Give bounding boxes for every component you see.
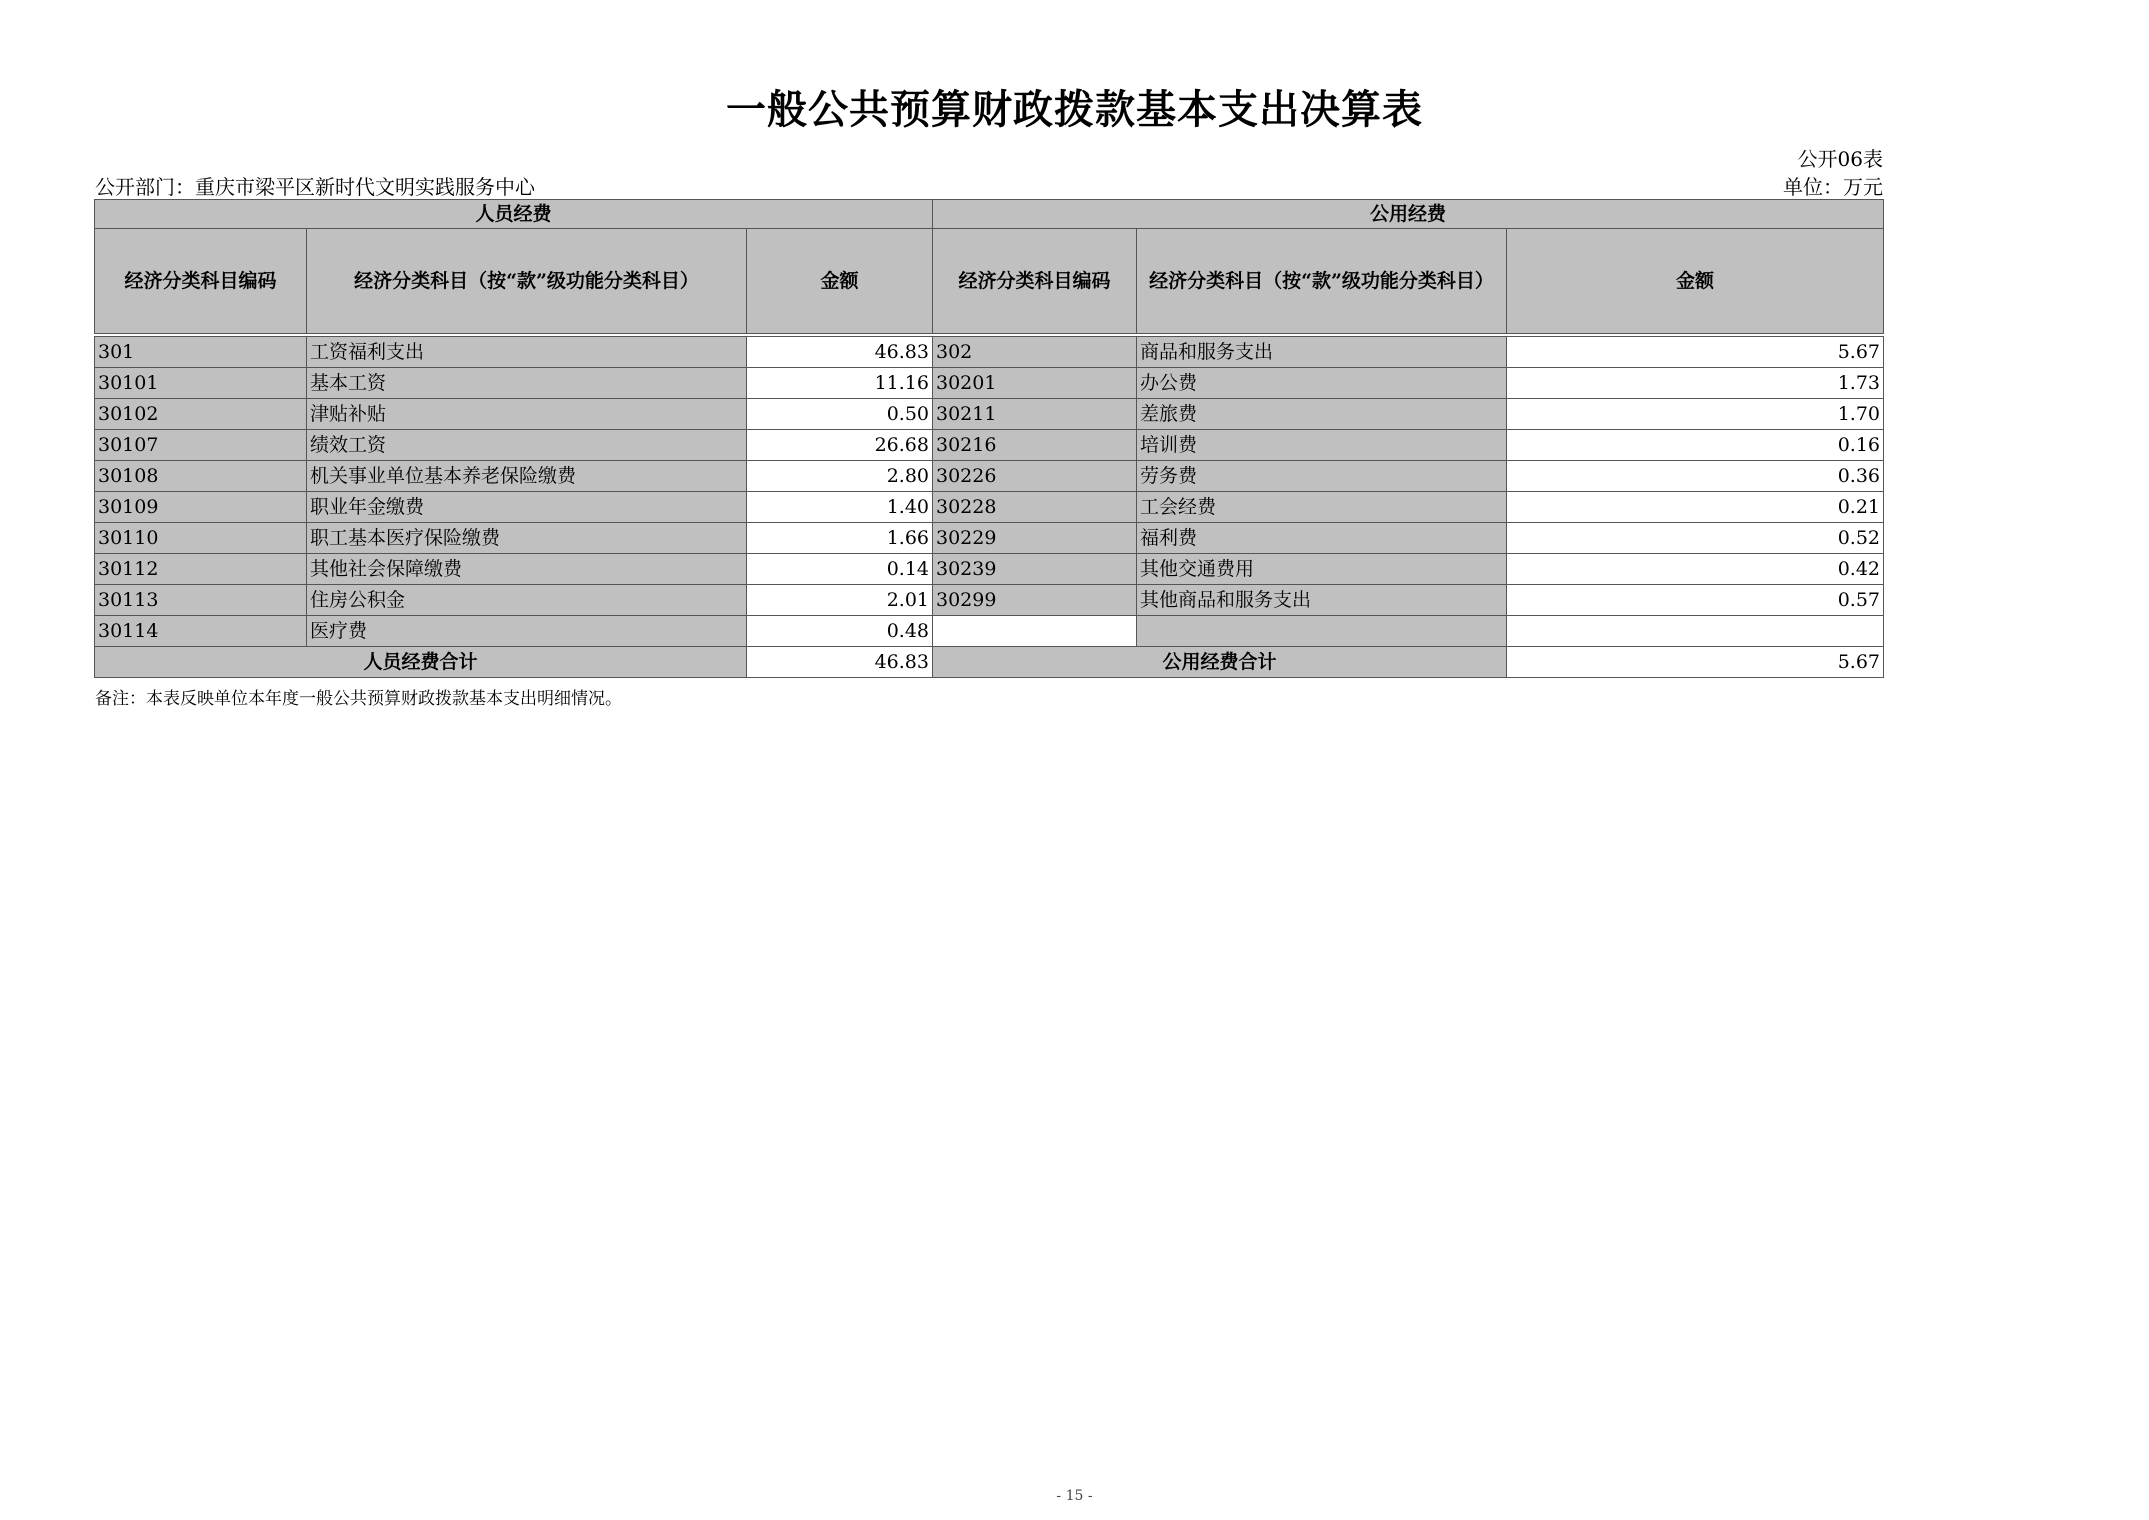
public-code-cell: 30201	[933, 368, 1137, 399]
table-row	[95, 616, 1884, 647]
group-header-public: 公用经费	[933, 200, 1884, 229]
table-row	[95, 337, 1884, 368]
public-amount-cell: 0.21	[1507, 492, 1884, 523]
public-amount-cell: 0.42	[1507, 554, 1884, 585]
personnel-amount-cell: 46.83	[747, 337, 933, 368]
public-name-cell: 其他交通费用	[1137, 554, 1507, 585]
personnel-code-cell: 30113	[95, 585, 307, 616]
personnel-name-cell: 绩效工资	[307, 430, 747, 461]
personnel-total-label: 人员经费合计	[95, 647, 747, 678]
table-row	[95, 430, 1884, 461]
personnel-code-cell: 30102	[95, 399, 307, 430]
public-total-amount: 5.67	[1507, 647, 1884, 678]
public-code-cell: 30229	[933, 523, 1137, 554]
personnel-name-cell: 职工基本医疗保险缴费	[307, 523, 747, 554]
personnel-code-cell: 30109	[95, 492, 307, 523]
department-label: 公开部门：重庆市梁平区新时代文明实践服务中心	[95, 175, 535, 199]
public-code-cell: 30216	[933, 430, 1137, 461]
personnel-amount-cell: 2.01	[747, 585, 933, 616]
personnel-code-cell: 30112	[95, 554, 307, 585]
personnel-name-cell: 机关事业单位基本养老保险缴费	[307, 461, 747, 492]
personnel-amount-cell: 2.80	[747, 461, 933, 492]
totals-row	[95, 647, 1884, 678]
public-code-cell	[933, 616, 1137, 647]
public-name-cell: 培训费	[1137, 430, 1507, 461]
table-row	[95, 399, 1884, 430]
personnel-name-cell: 医疗费	[307, 616, 747, 647]
personnel-amount-cell: 26.68	[747, 430, 933, 461]
personnel-amount-cell: 11.16	[747, 368, 933, 399]
expenditure-table	[94, 199, 1884, 678]
personnel-name-cell: 津贴补贴	[307, 399, 747, 430]
personnel-amount-cell: 0.50	[747, 399, 933, 430]
public-amount-cell	[1507, 616, 1884, 647]
public-code-cell: 30226	[933, 461, 1137, 492]
table-row	[95, 368, 1884, 399]
public-amount-cell: 0.16	[1507, 430, 1884, 461]
personnel-name-cell: 工资福利支出	[307, 337, 747, 368]
public-code-cell: 30239	[933, 554, 1137, 585]
personnel-total-amount: 46.83	[747, 647, 933, 678]
public-amount-cell: 0.36	[1507, 461, 1884, 492]
public-amount-cell: 1.73	[1507, 368, 1884, 399]
column-header-code: 经济分类科目编码	[933, 229, 1137, 334]
public-code-cell: 302	[933, 337, 1137, 368]
public-name-cell: 办公费	[1137, 368, 1507, 399]
table-row	[95, 554, 1884, 585]
page-number: - 15 -	[1056, 1488, 1093, 1504]
table-row	[95, 492, 1884, 523]
public-name-cell: 差旅费	[1137, 399, 1507, 430]
table-number: 公开06表	[1797, 147, 1883, 171]
table-row	[95, 461, 1884, 492]
public-total-label: 公用经费合计	[933, 647, 1507, 678]
public-code-cell: 30299	[933, 585, 1137, 616]
column-header-code: 经济分类科目编码	[95, 229, 307, 334]
public-name-cell: 劳务费	[1137, 461, 1507, 492]
public-name-cell: 福利费	[1137, 523, 1507, 554]
personnel-name-cell: 住房公积金	[307, 585, 747, 616]
public-name-cell: 工会经费	[1137, 492, 1507, 523]
personnel-amount-cell: 1.66	[747, 523, 933, 554]
personnel-code-cell: 30101	[95, 368, 307, 399]
footnote: 备注：本表反映单位本年度一般公共预算财政拨款基本支出明细情况。	[95, 689, 622, 709]
public-name-cell	[1137, 616, 1507, 647]
public-amount-cell: 0.57	[1507, 585, 1884, 616]
personnel-name-cell: 基本工资	[307, 368, 747, 399]
personnel-amount-cell: 0.14	[747, 554, 933, 585]
public-code-cell: 30228	[933, 492, 1137, 523]
personnel-code-cell: 301	[95, 337, 307, 368]
personnel-code-cell: 30108	[95, 461, 307, 492]
public-amount-cell: 5.67	[1507, 337, 1884, 368]
page-title: 一般公共预算财政拨款基本支出决算表	[726, 86, 1423, 133]
personnel-name-cell: 职业年金缴费	[307, 492, 747, 523]
table-row	[95, 585, 1884, 616]
public-name-cell: 商品和服务支出	[1137, 337, 1507, 368]
public-code-cell: 30211	[933, 399, 1137, 430]
public-amount-cell: 0.52	[1507, 523, 1884, 554]
table-row	[95, 523, 1884, 554]
public-amount-cell: 1.70	[1507, 399, 1884, 430]
column-header-amount: 金额	[1507, 229, 1884, 334]
personnel-code-cell: 30110	[95, 523, 307, 554]
column-header-name: 经济分类科目（按“款”级功能分类科目）	[1137, 229, 1507, 334]
public-name-cell: 其他商品和服务支出	[1137, 585, 1507, 616]
personnel-code-cell: 30107	[95, 430, 307, 461]
personnel-name-cell: 其他社会保障缴费	[307, 554, 747, 585]
unit-label: 单位：万元	[1783, 175, 1883, 199]
column-header-amount: 金额	[747, 229, 933, 334]
personnel-code-cell: 30114	[95, 616, 307, 647]
group-header-personnel: 人员经费	[95, 200, 933, 229]
personnel-amount-cell: 1.40	[747, 492, 933, 523]
personnel-amount-cell: 0.48	[747, 616, 933, 647]
column-header-name: 经济分类科目（按“款”级功能分类科目）	[307, 229, 747, 334]
